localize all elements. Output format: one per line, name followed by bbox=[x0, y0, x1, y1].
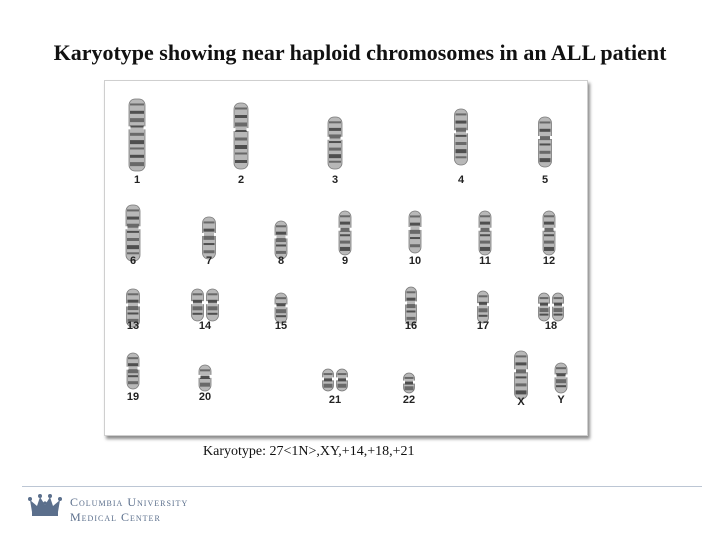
chromosome-3 bbox=[327, 117, 343, 169]
chromosome-label-6: 6 bbox=[129, 255, 137, 267]
chromosome-label-3: 3 bbox=[331, 174, 339, 186]
chromosome-15 bbox=[274, 293, 288, 323]
chromosome-22 bbox=[403, 373, 416, 393]
footer-divider bbox=[22, 486, 702, 487]
chromosome-20 bbox=[198, 365, 212, 391]
chromosome-label-x: X bbox=[517, 396, 525, 408]
chromosome-label-15: 15 bbox=[274, 320, 288, 332]
chromosome-label-5: 5 bbox=[541, 174, 549, 186]
chromosome-17 bbox=[477, 291, 490, 323]
slide-title: Karyotype showing near haploid chromosomes in an ALL patient bbox=[53, 40, 667, 65]
chromosome-label-10: 10 bbox=[408, 255, 422, 267]
chromosome-label-1: 1 bbox=[133, 174, 141, 186]
chromosome-label-19: 19 bbox=[126, 391, 140, 403]
chromosome-label-4: 4 bbox=[457, 174, 465, 186]
chromosome-5 bbox=[538, 117, 553, 167]
chromosome-9 bbox=[338, 211, 352, 255]
chromosome-label-12: 12 bbox=[542, 255, 556, 267]
institution-logo-text bbox=[70, 495, 188, 525]
chromosome-label-18: 18 bbox=[544, 320, 558, 332]
chromosome-label-16: 16 bbox=[404, 320, 418, 332]
chromosome-label-21: 21 bbox=[328, 394, 342, 406]
chromosome-label-9: 9 bbox=[341, 255, 349, 267]
chromosome-8 bbox=[274, 221, 288, 259]
crown-icon bbox=[28, 492, 62, 522]
chromosome-7 bbox=[202, 217, 217, 259]
chromosome-1 bbox=[128, 99, 146, 171]
chromosome-12 bbox=[542, 211, 556, 255]
logo-line-1: Columbia University bbox=[70, 495, 189, 509]
chromosome-label-22: 22 bbox=[402, 394, 416, 406]
chromosome-2 bbox=[233, 103, 249, 169]
chromosome-label-17: 17 bbox=[476, 320, 490, 332]
chromosome-label-20: 20 bbox=[198, 391, 212, 403]
chromosome-4 bbox=[454, 109, 469, 165]
chromosome-label-13: 13 bbox=[126, 320, 140, 332]
chromosome-label-11: 11 bbox=[479, 255, 491, 267]
chromosome-label-8: 8 bbox=[277, 255, 285, 267]
karyotype-caption: Karyotype: 27<1N>,XY,+14,+18,+21 bbox=[203, 444, 415, 459]
chromosome-6 bbox=[125, 205, 141, 261]
chromosome-y bbox=[554, 363, 568, 393]
logo-line-2: Medical Center bbox=[70, 510, 161, 524]
chromosome-21 bbox=[322, 369, 349, 391]
chromosome-x bbox=[514, 351, 529, 399]
chromosome-14 bbox=[191, 289, 220, 321]
chromosome-19 bbox=[126, 353, 140, 389]
chromosome-label-y: Y bbox=[557, 394, 565, 406]
chromosome-label-2: 2 bbox=[237, 174, 245, 186]
karyotype-panel bbox=[104, 80, 588, 436]
chromosome-10 bbox=[408, 211, 422, 253]
chromosome-18 bbox=[538, 293, 565, 321]
chromosome-label-14: 14 bbox=[198, 320, 212, 332]
chromosome-label-7: 7 bbox=[205, 255, 213, 267]
chromosome-11 bbox=[478, 211, 492, 255]
